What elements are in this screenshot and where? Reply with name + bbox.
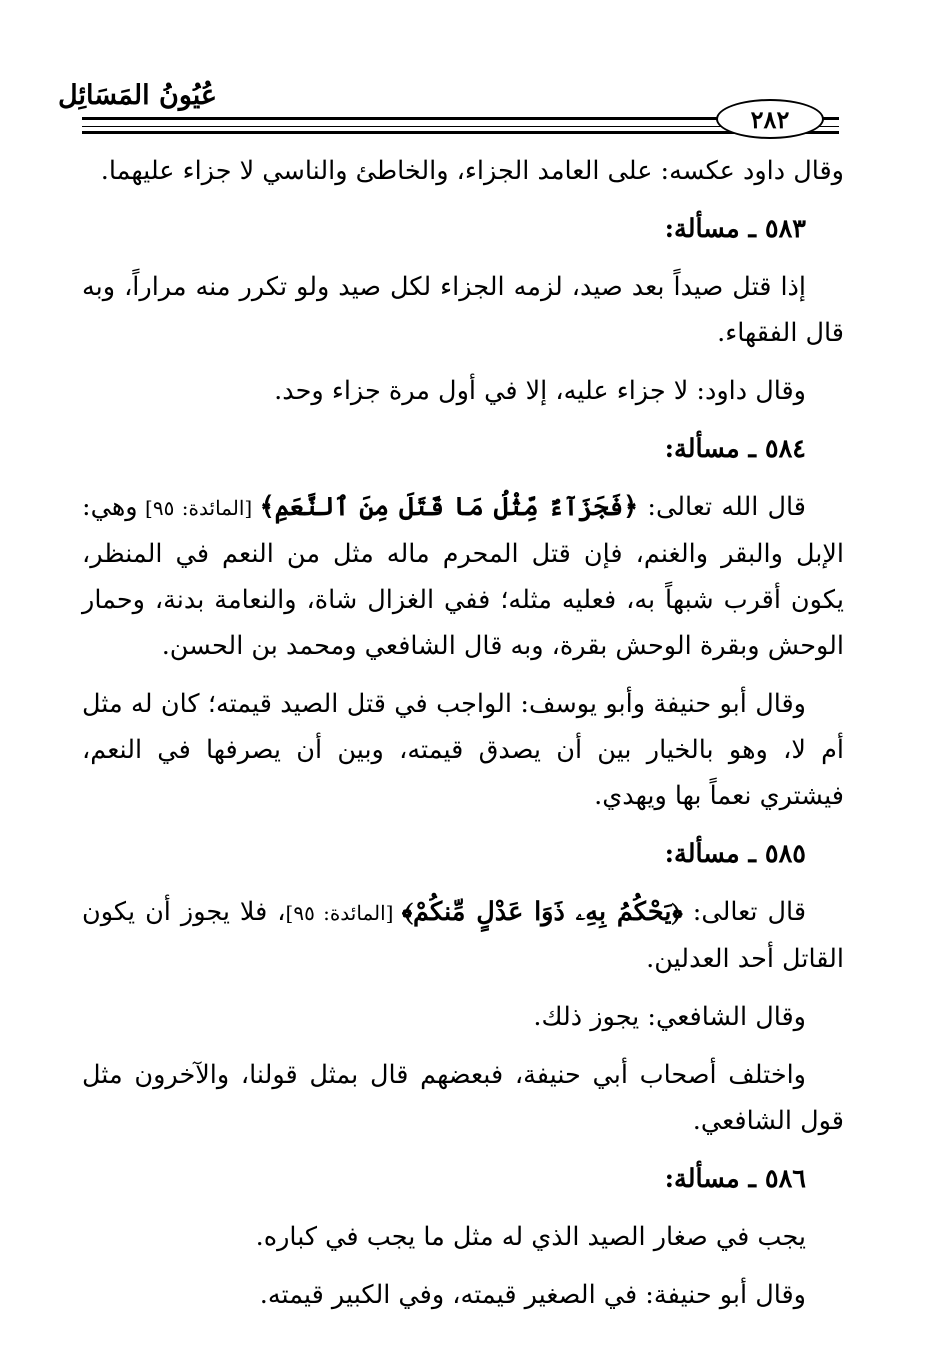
verse-reference: [المائدة: ٩٥]	[137, 496, 260, 520]
section-heading-585: ٥٨٥ ـ مسألة:	[664, 839, 806, 869]
section-heading-584: ٥٨٤ ـ مسألة:	[664, 434, 806, 464]
paragraph-text: ، فلا يجوز أن يكون القاتل أحد العدلين.	[82, 897, 844, 974]
quran-verse: ﴿يَحْكُمُ بِهِۦ ذَوَا عَدْلٍ مِّنكُمْ﴾	[401, 897, 683, 927]
paragraph: إذا قتل صيداً بعد صيد، لزمه الجزاء لكل صيد ولو تكرر منه مراراً، وبه قال الفقهاء.	[82, 272, 844, 348]
section-heading-586: ٥٨٦ ـ مسألة:	[664, 1164, 806, 1194]
paragraph	[82, 889, 844, 982]
verse-reference: [المائدة: ٩٥]	[285, 901, 402, 925]
book-title: عُيُونُ المَسَائِل	[58, 80, 218, 111]
paragraph: وقال أبو حنيفة وأبو يوسف: الواجب في قتل الصيد قيمته؛ كان له مثل أم لا، وهو بالخيار بين أن يصدق قيمته، وبين أن يصرفها في النعم، فيشتري نعماً بها ويهدي.	[82, 689, 844, 811]
paragraph: وقال داود: لا جزاء عليه، إلا في أول مرة جزاء وحد.	[274, 376, 806, 406]
paragraph: واختلف أصحاب أبي حنيفة، فبعضهم قال بمثل قولنا، والآخرون مثل قول الشافعي.	[82, 1060, 844, 1136]
paragraph: وقال أبو حنيفة: في الصغير قيمته، وفي الكبير قيمته.	[259, 1280, 806, 1310]
paragraph-text: قال الله تعالى:	[638, 492, 806, 522]
page-body	[82, 148, 844, 1330]
header-rule-bottom	[82, 131, 839, 134]
quran-verse: ﴿فَجَزَآءٌ مِّثْلُ مَا قَتَلَ مِنَ ٱلنَّعَمِ﴾	[259, 492, 639, 522]
paragraph: وقال الشافعي: يجوز ذلك.	[533, 1002, 806, 1032]
paragraph: يجب في صغار الصيد الذي له مثل ما يجب في كباره.	[255, 1222, 806, 1252]
paragraph-text: قال تعالى:	[682, 897, 807, 927]
page-number: ٢٨٢	[716, 99, 824, 139]
section-heading-583: ٥٨٣ ـ مسألة:	[664, 214, 806, 244]
paragraph: وقال داود عكسه: على العامد الجزاء، والخاطئ والناسي لا جزاء عليهما.	[100, 156, 844, 186]
paragraph	[82, 484, 844, 669]
paragraph-text: وهي: الإبل والبقر والغنم، فإن قتل المحرم ماله مثل من النعم في المنظر، يكون أقرب شبهاً به، فعليه مثله؛ ففي الغزال شاة، والنعامة بدنة، وحمار الوحش وبقرة الوحش بقرة، وبه قال الشافعي ومحمد بن الحسن.	[82, 492, 844, 661]
